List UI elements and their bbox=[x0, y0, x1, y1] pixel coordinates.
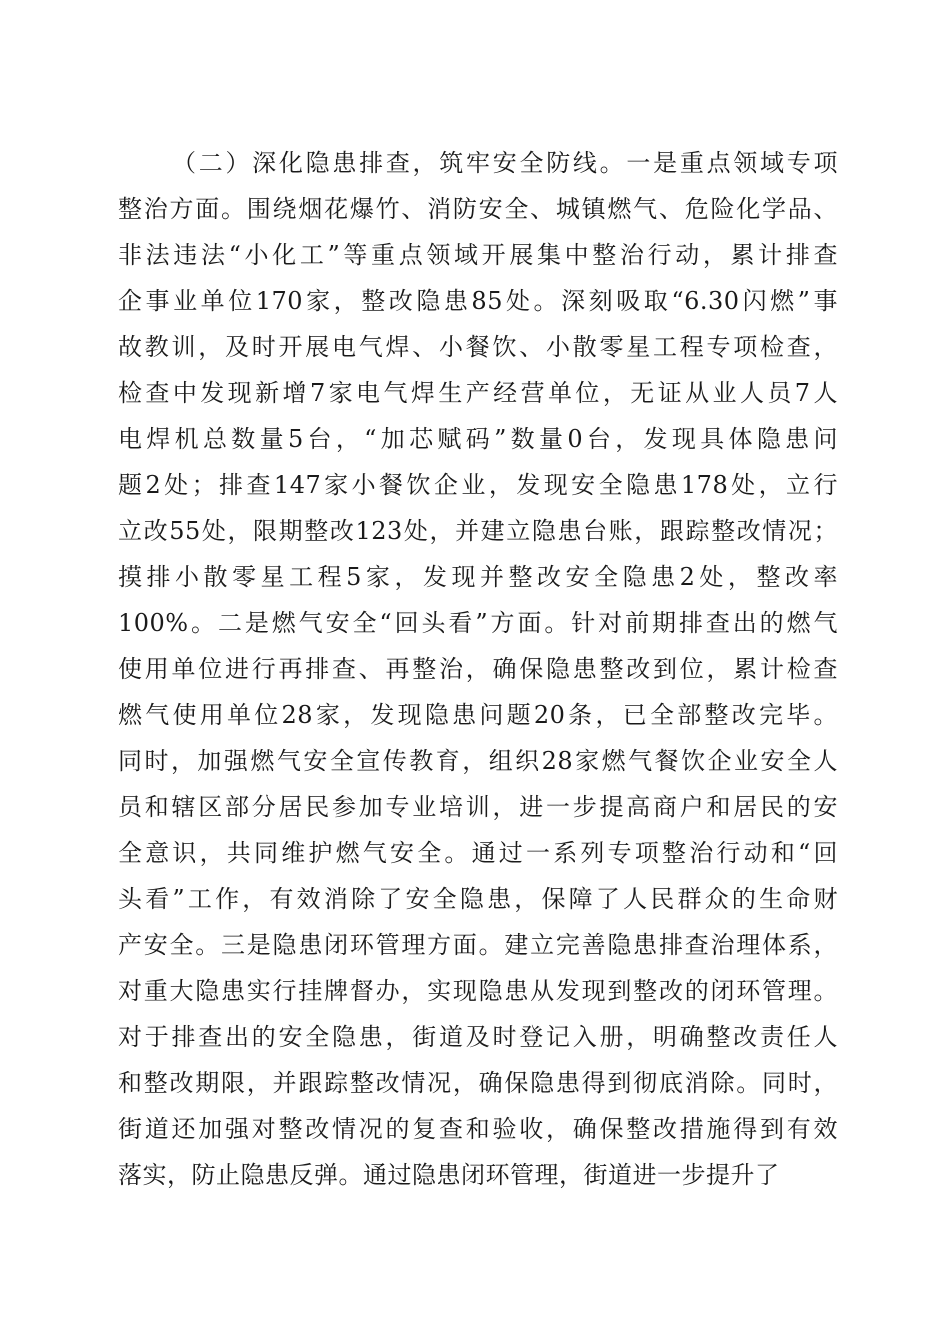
paragraph-line: 燃气使用单位28家，发现隐患问题20条，已全部整改完毕。 bbox=[118, 701, 838, 729]
paragraph-line: 街道还加强对整改情况的复查和验收，确保整改措施得到有效 bbox=[118, 1115, 838, 1143]
paragraph-line: 员和辖区部分居民参加专业培训，进一步提高商户和居民的安 bbox=[118, 793, 838, 821]
paragraph-line: 产安全。三是隐患闭环管理方面。建立完善隐患排查治理体系， bbox=[118, 931, 838, 959]
paragraph-line: 检查中发现新增7家电气焊生产经营单位，无证从业人员7人 bbox=[118, 379, 838, 407]
paragraph-line: 立改55处，限期整改123处，并建立隐患台账，跟踪整改情况； bbox=[118, 517, 838, 545]
paragraph-line: 落实，防止隐患反弹。通过隐患闭环管理，街道进一步提升了 bbox=[118, 1161, 780, 1189]
body-paragraph bbox=[118, 140, 838, 1198]
paragraph-line: 头看”工作，有效消除了安全隐患，保障了人民群众的生命财 bbox=[118, 885, 838, 913]
paragraph-line: 摸排小散零星工程5家，发现并整改安全隐患2处，整改率 bbox=[118, 563, 838, 591]
paragraph-line: 同时，加强燃气安全宣传教育，组织28家燃气餐饮企业安全人 bbox=[118, 747, 838, 775]
paragraph-line: 对重大隐患实行挂牌督办，实现隐患从发现到整改的闭环管理。 bbox=[118, 977, 838, 1005]
paragraph-line: 全意识，共同维护燃气安全。通过一系列专项整治行动和“回 bbox=[118, 839, 838, 867]
paragraph-line: 企事业单位170家，整改隐患85处。深刻吸取“6.30闪燃”事 bbox=[118, 287, 838, 315]
paragraph-line: 整治方面。围绕烟花爆竹、消防安全、城镇燃气、危险化学品、 bbox=[118, 195, 838, 223]
paragraph-line: 故教训，及时开展电气焊、小餐饮、小散零星工程专项检查， bbox=[118, 333, 838, 361]
paragraph-line: 电焊机总数量5台，“加芯赋码”数量0台，发现具体隐患问 bbox=[118, 425, 838, 453]
paragraph-line: 对于排查出的安全隐患，街道及时登记入册，明确整改责任人 bbox=[118, 1023, 838, 1051]
paragraph-line: 题2处；排查147家小餐饮企业，发现安全隐患178处，立行 bbox=[118, 471, 838, 499]
paragraph-line: 和整改期限，并跟踪整改情况，确保隐患得到彻底消除。同时， bbox=[118, 1069, 838, 1097]
paragraph-line: 使用单位进行再排查、再整治，确保隐患整改到位，累计检查 bbox=[118, 655, 838, 683]
paragraph-line: 非法违法“小化工”等重点领域开展集中整治行动，累计排查 bbox=[118, 241, 838, 269]
paragraph-line: 100%。二是燃气安全“回头看”方面。针对前期排查出的燃气 bbox=[118, 609, 838, 637]
paragraph-line: （二）深化隐患排查，筑牢安全防线。一是重点领域专项 bbox=[172, 149, 838, 177]
